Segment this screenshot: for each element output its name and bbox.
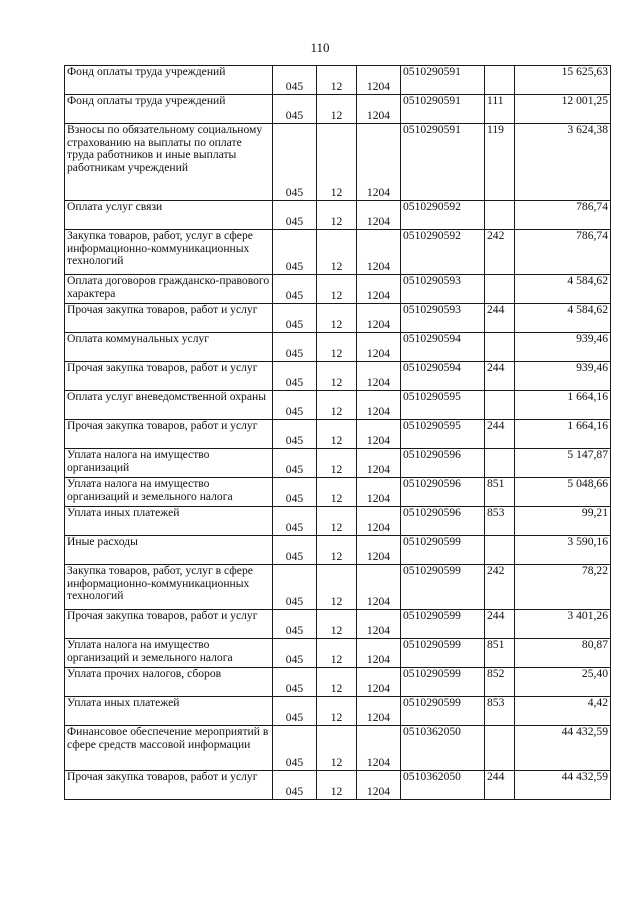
expense-type-code-cell (485, 66, 515, 95)
section-code-cell: 12 (317, 449, 357, 478)
department-code-cell: 045 (273, 639, 317, 668)
amount-cell: 4 584,62 (515, 275, 611, 304)
section-code-cell: 12 (317, 507, 357, 536)
table-row (65, 201, 611, 230)
department-code-cell: 045 (273, 304, 317, 333)
amount-cell: 99,21 (515, 507, 611, 536)
item-name-cell: Уплата иных платежей (65, 507, 273, 536)
expense-type-code-cell: 242 (485, 565, 515, 610)
table-row (65, 507, 611, 536)
subsection-code-cell: 1204 (357, 304, 401, 333)
table-row (65, 610, 611, 639)
item-name-cell: Уплата прочих налогов, сборов (65, 668, 273, 697)
expense-type-code-cell: 851 (485, 639, 515, 668)
department-code-cell: 045 (273, 565, 317, 610)
table-row (65, 697, 611, 726)
expense-type-code-cell: 852 (485, 668, 515, 697)
section-code-cell: 12 (317, 610, 357, 639)
department-code-cell: 045 (273, 420, 317, 449)
item-name-cell: Оплата договоров гражданско-правового характера (65, 275, 273, 304)
amount-cell: 1 664,16 (515, 420, 611, 449)
subsection-code-cell: 1204 (357, 726, 401, 771)
subsection-code-cell: 1204 (357, 668, 401, 697)
department-code-cell: 045 (273, 478, 317, 507)
subsection-code-cell: 1204 (357, 507, 401, 536)
amount-cell: 3 401,26 (515, 610, 611, 639)
department-code-cell: 045 (273, 507, 317, 536)
table-row (65, 362, 611, 391)
department-code-cell: 045 (273, 66, 317, 95)
expense-type-code-cell (485, 449, 515, 478)
item-name-cell: Закупка товаров, работ, услуг в сфере информационно-коммуникационных технологий (65, 230, 273, 275)
table-row (65, 275, 611, 304)
subsection-code-cell: 1204 (357, 66, 401, 95)
target-article-code-cell: 0510362050 (401, 726, 485, 771)
target-article-code-cell: 0510290593 (401, 304, 485, 333)
table-row (65, 478, 611, 507)
target-article-code-cell: 0510290596 (401, 478, 485, 507)
expense-type-code-cell (485, 201, 515, 230)
department-code-cell: 045 (273, 697, 317, 726)
amount-cell: 12 001,25 (515, 95, 611, 124)
table-row (65, 771, 611, 800)
table-row (65, 565, 611, 610)
table-row (65, 639, 611, 668)
amount-cell: 1 664,16 (515, 391, 611, 420)
target-article-code-cell: 0510290591 (401, 95, 485, 124)
section-code-cell: 12 (317, 362, 357, 391)
subsection-code-cell: 1204 (357, 391, 401, 420)
expense-type-code-cell: 119 (485, 124, 515, 201)
target-article-code-cell: 0510290594 (401, 362, 485, 391)
subsection-code-cell: 1204 (357, 565, 401, 610)
subsection-code-cell: 1204 (357, 275, 401, 304)
table-row (65, 420, 611, 449)
table-row (65, 391, 611, 420)
subsection-code-cell: 1204 (357, 230, 401, 275)
item-name-cell: Финансовое обеспечение мероприятий в сфере средств массовой информации (65, 726, 273, 771)
target-article-code-cell: 0510290596 (401, 507, 485, 536)
section-code-cell: 12 (317, 391, 357, 420)
section-code-cell: 12 (317, 201, 357, 230)
table-row (65, 66, 611, 95)
item-name-cell: Уплата налога на имущество организаций и земельного налога (65, 639, 273, 668)
table-row (65, 536, 611, 565)
subsection-code-cell: 1204 (357, 771, 401, 800)
budget-table (64, 65, 611, 800)
item-name-cell: Оплата услуг связи (65, 201, 273, 230)
item-name-cell: Фонд оплаты труда учреждений (65, 95, 273, 124)
amount-cell: 4 584,62 (515, 304, 611, 333)
department-code-cell: 045 (273, 275, 317, 304)
department-code-cell: 045 (273, 95, 317, 124)
subsection-code-cell: 1204 (357, 697, 401, 726)
item-name-cell: Уплата налога на имущество организаций (65, 449, 273, 478)
expense-type-code-cell: 244 (485, 420, 515, 449)
table-row (65, 95, 611, 124)
table-row (65, 230, 611, 275)
department-code-cell: 045 (273, 726, 317, 771)
department-code-cell: 045 (273, 333, 317, 362)
page-number: 110 (310, 40, 330, 55)
expense-type-code-cell (485, 726, 515, 771)
target-article-code-cell: 0510290599 (401, 565, 485, 610)
subsection-code-cell: 1204 (357, 362, 401, 391)
table-row (65, 333, 611, 362)
table-row (65, 726, 611, 771)
section-code-cell: 12 (317, 333, 357, 362)
subsection-code-cell: 1204 (357, 333, 401, 362)
expense-type-code-cell: 244 (485, 362, 515, 391)
table-body (65, 66, 611, 800)
item-name-cell: Иные расходы (65, 536, 273, 565)
table-row (65, 449, 611, 478)
department-code-cell: 045 (273, 362, 317, 391)
section-code-cell: 12 (317, 771, 357, 800)
section-code-cell: 12 (317, 565, 357, 610)
target-article-code-cell: 0510290595 (401, 420, 485, 449)
expense-type-code-cell: 244 (485, 610, 515, 639)
target-article-code-cell: 0510290595 (401, 391, 485, 420)
section-code-cell: 12 (317, 536, 357, 565)
subsection-code-cell: 1204 (357, 610, 401, 639)
subsection-code-cell: 1204 (357, 124, 401, 201)
expense-type-code-cell (485, 333, 515, 362)
target-article-code-cell: 0510290592 (401, 201, 485, 230)
target-article-code-cell: 0510290591 (401, 124, 485, 201)
section-code-cell: 12 (317, 66, 357, 95)
amount-cell: 4,42 (515, 697, 611, 726)
expense-type-code-cell: 244 (485, 304, 515, 333)
item-name-cell: Прочая закупка товаров, работ и услуг (65, 420, 273, 449)
department-code-cell: 045 (273, 668, 317, 697)
amount-cell: 939,46 (515, 333, 611, 362)
expense-type-code-cell (485, 536, 515, 565)
target-article-code-cell: 0510290599 (401, 610, 485, 639)
section-code-cell: 12 (317, 230, 357, 275)
section-code-cell: 12 (317, 726, 357, 771)
amount-cell: 44 432,59 (515, 771, 611, 800)
expense-type-code-cell (485, 391, 515, 420)
amount-cell: 3 624,38 (515, 124, 611, 201)
item-name-cell: Прочая закупка товаров, работ и услуг (65, 362, 273, 391)
amount-cell: 78,22 (515, 565, 611, 610)
item-name-cell: Взносы по обязательному социальному страхованию на выплаты по оплате труда работников и иные выплаты работникам учреждений (65, 124, 273, 201)
item-name-cell: Прочая закупка товаров, работ и услуг (65, 771, 273, 800)
item-name-cell: Оплата коммунальных услуг (65, 333, 273, 362)
department-code-cell: 045 (273, 391, 317, 420)
expense-type-code-cell: 853 (485, 697, 515, 726)
target-article-code-cell: 0510290591 (401, 66, 485, 95)
department-code-cell: 045 (273, 610, 317, 639)
target-article-code-cell: 0510290593 (401, 275, 485, 304)
amount-cell: 3 590,16 (515, 536, 611, 565)
item-name-cell: Прочая закупка товаров, работ и услуг (65, 610, 273, 639)
expense-type-code-cell: 851 (485, 478, 515, 507)
item-name-cell: Закупка товаров, работ, услуг в сфере информационно-коммуникационных технологий (65, 565, 273, 610)
table-row (65, 124, 611, 201)
amount-cell: 15 625,63 (515, 66, 611, 95)
section-code-cell: 12 (317, 95, 357, 124)
subsection-code-cell: 1204 (357, 639, 401, 668)
expense-type-code-cell (485, 275, 515, 304)
amount-cell: 786,74 (515, 201, 611, 230)
target-article-code-cell: 0510290596 (401, 449, 485, 478)
amount-cell: 5 147,87 (515, 449, 611, 478)
section-code-cell: 12 (317, 639, 357, 668)
item-name-cell: Оплата услуг вневедомственной охраны (65, 391, 273, 420)
amount-cell: 44 432,59 (515, 726, 611, 771)
subsection-code-cell: 1204 (357, 536, 401, 565)
table-row (65, 668, 611, 697)
target-article-code-cell: 0510290599 (401, 639, 485, 668)
target-article-code-cell: 0510290599 (401, 697, 485, 726)
section-code-cell: 12 (317, 420, 357, 449)
amount-cell: 80,87 (515, 639, 611, 668)
department-code-cell: 045 (273, 201, 317, 230)
section-code-cell: 12 (317, 697, 357, 726)
item-name-cell: Уплата налога на имущество организаций и земельного налога (65, 478, 273, 507)
department-code-cell: 045 (273, 536, 317, 565)
subsection-code-cell: 1204 (357, 478, 401, 507)
section-code-cell: 12 (317, 478, 357, 507)
expense-type-code-cell: 853 (485, 507, 515, 536)
subsection-code-cell: 1204 (357, 201, 401, 230)
expense-type-code-cell: 244 (485, 771, 515, 800)
item-name-cell: Прочая закупка товаров, работ и услуг (65, 304, 273, 333)
expense-type-code-cell: 111 (485, 95, 515, 124)
target-article-code-cell: 0510362050 (401, 771, 485, 800)
section-code-cell: 12 (317, 668, 357, 697)
section-code-cell: 12 (317, 124, 357, 201)
amount-cell: 25,40 (515, 668, 611, 697)
department-code-cell: 045 (273, 124, 317, 201)
target-article-code-cell: 0510290599 (401, 536, 485, 565)
target-article-code-cell: 0510290599 (401, 668, 485, 697)
item-name-cell: Уплата иных платежей (65, 697, 273, 726)
amount-cell: 939,46 (515, 362, 611, 391)
department-code-cell: 045 (273, 771, 317, 800)
amount-cell: 786,74 (515, 230, 611, 275)
section-code-cell: 12 (317, 275, 357, 304)
amount-cell: 5 048,66 (515, 478, 611, 507)
item-name-cell: Фонд оплаты труда учреждений (65, 66, 273, 95)
table-row (65, 304, 611, 333)
subsection-code-cell: 1204 (357, 95, 401, 124)
department-code-cell: 045 (273, 230, 317, 275)
subsection-code-cell: 1204 (357, 420, 401, 449)
target-article-code-cell: 0510290594 (401, 333, 485, 362)
expense-type-code-cell: 242 (485, 230, 515, 275)
subsection-code-cell: 1204 (357, 449, 401, 478)
section-code-cell: 12 (317, 304, 357, 333)
department-code-cell: 045 (273, 449, 317, 478)
target-article-code-cell: 0510290592 (401, 230, 485, 275)
